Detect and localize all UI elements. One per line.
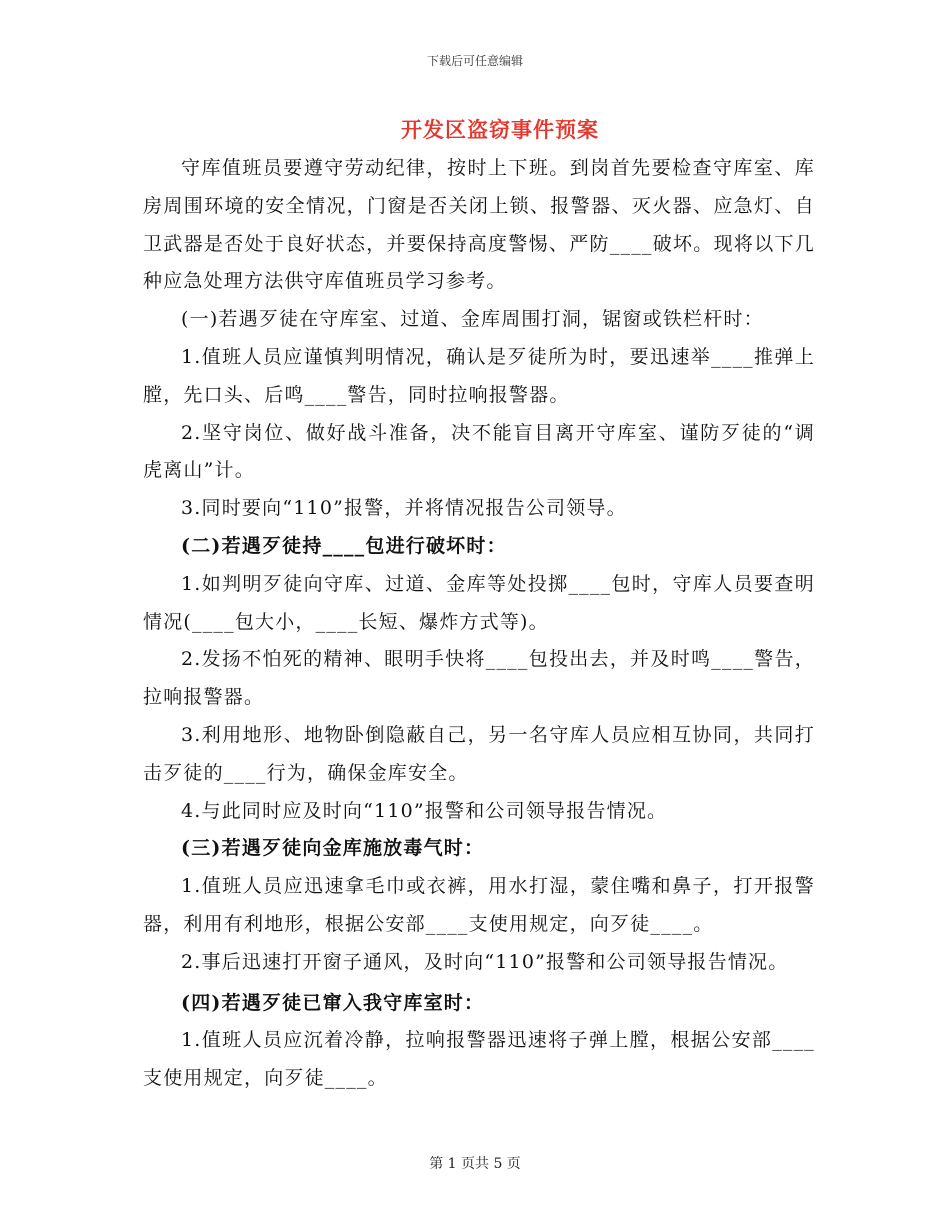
- document-body: [143, 150, 815, 1098]
- intro-paragraph: 守库值班员要遵守劳动纪律，按时上下班。到岗首先要检查守库室、库房周围环境的安全情况，门窗是否关闭上锁、报警器、灭火器、应急灯、自卫武器是否处于良好状态，并要保持高度警惕、严防____破坏。现将以下几种应急处理方法供守库值班员学习参考。: [143, 157, 815, 293]
- document-title: 开发区盗窃事件预案: [401, 117, 599, 142]
- section-1-item-2: 2.坚守岗位、做好战斗准备，决不能盲目离开守库室、谨防歹徒的“调虎离山”计。: [143, 421, 815, 482]
- header-note: 下载后可任意编辑: [426, 54, 523, 68]
- section-heading-3: (三)若遇歹徒向金库施放毒气时：: [181, 837, 485, 860]
- section-1-item-3: 3.同时要向“110”报警，并将情况报告公司领导。: [181, 497, 627, 520]
- section-3-item-1: 1.值班人员应迅速拿毛巾或衣裤，用水打湿，蒙住嘴和鼻子，打开报警器，利用有利地形，根据公安部____支使用规定，向歹徒____。: [143, 875, 815, 935]
- section-1-item-1: 1.值班人员应谨慎判明情况，确认是歹徒所为时，要迅速举____推弹上膛，先口头、后鸣____警告，同时拉响报警器。: [143, 345, 815, 406]
- section-2-item-2: 2.发扬不怕死的精神、眼明手快将____包投出去，并及时鸣____警告，拉响报警器。: [143, 648, 815, 709]
- section-2-item-3: 3.利用地形、地物卧倒隐蔽自己，另一名守库人员应相互协同，共同打击歹徒的____行为，确保金库安全。: [143, 723, 815, 784]
- section-heading-2: (二)若遇歹徒持____包进行破坏时：: [181, 534, 507, 557]
- section-2-item-4: 4.与此同时应及时向“110”报警和公司领导报告情况。: [181, 799, 668, 822]
- page-footer: 第 1 页共 5 页: [429, 1156, 521, 1172]
- section-heading-1: (一)若遇歹徒在守库室、过道、金库周围打洞，锯窗或铁栏杆时：: [181, 308, 764, 331]
- section-heading-4: (四)若遇歹徒已窜入我守库室时：: [181, 991, 485, 1014]
- section-2-item-1: 1.如判明歹徒向守库、过道、金库等处投掷____包时，守库人员要查明情况(____包大小，____长短、爆炸方式等)。: [143, 572, 815, 633]
- section-4-item-1: 1.值班人员应沉着冷静，拉响报警器迅速将子弹上膛，根据公安部____支使用规定，向歹徒____。: [143, 1029, 815, 1090]
- section-3-item-2: 2.事后迅速打开窗子通风，及时向“110”报警和公司领导报告情况。: [181, 950, 789, 973]
